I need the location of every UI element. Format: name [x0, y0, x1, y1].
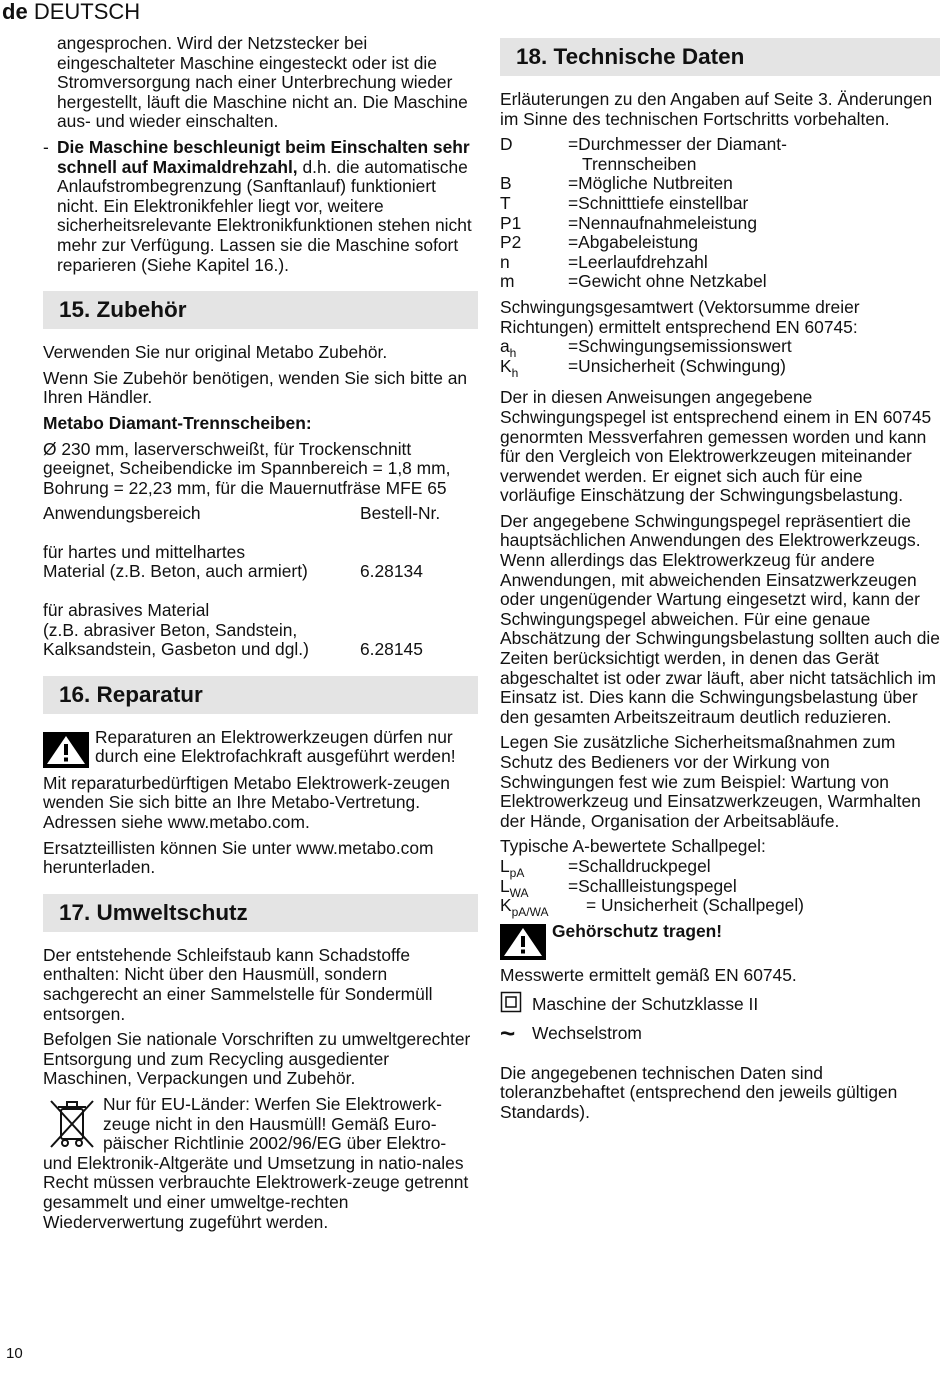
warning-icon: [500, 924, 546, 960]
list-item: [500, 895, 940, 920]
abbr-subscript: pA: [509, 865, 525, 880]
s18-paragraph-6: Typische A-bewertete Schallpegel:: [500, 836, 766, 857]
page-header: [2, 0, 140, 24]
order-number: 6.28134: [360, 561, 423, 582]
abbr-key: n: [500, 251, 510, 272]
table-row: [43, 562, 478, 582]
bullet-text: d.h. die automatische Anlaufstrombegrenzung (Sanftanlauf) funktioniert nicht. Ein Elektronikfehler liegt vor, weitere sicherheitsrelevante Elektronikfunktionen stehen nicht mehr zur Verfügung. Lassen sie die Maschine sofort reparieren (Siehe Kapitel 16.).: [57, 156, 472, 275]
abbr-key: P2: [500, 232, 522, 253]
s15-subheading: Metabo Diamant-Trennscheiben:: [43, 412, 312, 433]
warning-icon: [43, 732, 89, 768]
list-item: [500, 336, 940, 361]
table-row: [43, 640, 478, 660]
list-item: [500, 855, 940, 880]
hearing-warning: [500, 922, 940, 960]
abbr-key: P1: [500, 212, 522, 233]
abbr-value: =Schallleistungspegel: [568, 875, 737, 896]
s17-paragraph-1: Der entstehende Schleifstaub kann Schadstoffe enthalten: Nicht über den Hausmüll, sondern sachgerecht an einer Sammelstelle für Sondermüll entsorgen.: [43, 944, 433, 1024]
protection-class-row: [500, 991, 940, 1018]
table-cell: für abrasives Material: [43, 600, 210, 621]
bullet-dash: -: [43, 136, 49, 157]
list-item: [500, 253, 940, 273]
abbr-key: L: [500, 875, 510, 896]
abbr-subscript: pA/WA: [511, 905, 549, 920]
repair-warning-text: Reparaturen an Elektrowerkzeugen dürfen nur durch eine Elektrofachkraft ausgeführt werden!: [95, 727, 456, 767]
abbr-key: B: [500, 173, 512, 194]
list-item: [500, 214, 940, 234]
abbr-value: =Nennaufnahmeleistung: [568, 212, 758, 233]
s16-paragraph-1: Mit reparaturbedürftigen Metabo Elektrowerk-zeugen wenden Sie sich bitte an Ihre Metabo-Vertretung. Adressen siehe www.metabo.com.: [43, 772, 450, 833]
left-column: [43, 34, 478, 1238]
section-16-heading: 16. Reparatur: [43, 676, 478, 714]
alternating-current-icon: ~: [500, 1017, 516, 1048]
table-header-order: Bestell-Nr.: [360, 503, 441, 524]
language-name: DEUTSCH: [33, 0, 141, 24]
s15-paragraph-3: Ø 230 mm, laserverschweißt, für Trockenschnitt geeignet, Scheibendicke im Spannbereich = 1,8 mm, Bohrung = 22,23 mm, für die Mauernutfräse MFE 65: [43, 438, 451, 498]
s18-paragraph-7: Messwerte ermittelt gemäß EN 60745.: [500, 964, 797, 985]
list-item: [500, 355, 940, 380]
table-cell: Material (z.B. Beton, auch armiert): [43, 561, 308, 582]
bullet-item: [43, 138, 478, 275]
weee-notice: [43, 1095, 478, 1232]
right-column: [500, 38, 940, 1128]
intro-paragraph: angesprochen. Wird der Netzstecker bei eingeschalteter Maschine eingesteckt oder ist die Stromversorgung nach einer Unterbrechung wieder hergestellt, läuft die Maschine nicht an. Die Maschine aus- und wieder einschalten.: [57, 33, 468, 132]
bullet-bold-text: Die Maschine beschleunigt beim Einschalten sehr schnell auf Maximaldrehzahl,: [57, 136, 470, 177]
abbr-value: =Durchmesser der Diamant-: [568, 134, 787, 155]
abbr-subscript: h: [511, 365, 519, 380]
protection-class-text: Maschine der Schutzklasse II: [532, 993, 759, 1014]
ac-row: [500, 1017, 940, 1048]
hearing-warning-text: Gehörschutz tragen!: [552, 921, 723, 941]
weee-notice-text: Nur für EU-Länder: Werfen Sie Elektrowerk-zeuge nicht in den Hausmüll! Gemäß Euro-päischer Richtlinie 2002/96/EG über Elektro- und Elektronik-Altgeräte und Umsetzung in natio-nales Recht müssen verbrauchte Elektrowerk-zeuge getrennt gesammelt und einer umweltge-rechten Wiederverwertung zugeführt werden.: [43, 1094, 469, 1232]
double-insulation-icon: [500, 991, 522, 1013]
section-15-heading: 15. Zubehör: [43, 291, 478, 329]
table-header-row: [43, 504, 478, 524]
s15-paragraph-2: Wenn Sie Zubehör benötigen, wenden Sie sich bitte an Ihren Händler.: [43, 367, 468, 408]
s15-paragraph-1: Verwenden Sie nur original Metabo Zubehör.: [43, 342, 388, 363]
list-item: [500, 272, 940, 292]
table-cell: (z.B. abrasiver Beton, Sandstein,: [43, 619, 298, 640]
list-item: [500, 174, 940, 194]
abbr-value: =Schnitttiefe einstellbar: [568, 192, 749, 213]
abbr-value: =Schwingungsemissionswert: [568, 336, 792, 357]
table-header-area: Anwendungsbereich: [43, 503, 201, 524]
abbr-key: m: [500, 271, 515, 292]
abbreviation-list: [500, 135, 940, 292]
abbr-value: =Abgabeleistung: [568, 232, 699, 253]
section-17-heading: 17. Umweltschutz: [43, 894, 478, 932]
abbr-key: T: [500, 192, 511, 213]
abbr-key: D: [500, 134, 513, 155]
abbr-value: =Mögliche Nutbreiten: [568, 173, 733, 194]
abbr-value-cont: Trennscheiben: [582, 153, 697, 174]
s16-paragraph-2: Ersatzteillisten können Sie unter www.metabo.com herunterladen.: [43, 837, 434, 878]
table-cell: für hartes und mittelhartes: [43, 541, 246, 562]
abbr-value: =Schalldruckpegel: [568, 855, 711, 876]
table-cell: Kalksandstein, Gasbeton und dgl.): [43, 639, 309, 660]
language-code: de: [2, 0, 28, 24]
abbr-value: =Gewicht ohne Netzkabel: [568, 271, 767, 292]
s18-paragraph-1: Erläuterungen zu den Angaben auf Seite 3. Änderungen im Sinne des technischen Fortschritts vorbehalten.: [500, 89, 933, 129]
s18-paragraph-3: Der in diesen Anweisungen angegebene Schwingungspegel ist entsprechend einem in EN 60745 genormten Messverfahren gemessen worden und kann für den Vergleich von Elektrowerkzeugen miteinander verwendet werden. Er eignet sich auch für eine vorläufige Einschätzung der Schwingungsbelastung.: [500, 387, 932, 506]
section-18-heading: 18. Technische Daten: [500, 38, 940, 76]
abbr-value: =Unsicherheit (Schwingung): [568, 355, 786, 376]
abbr-key: K: [500, 895, 512, 916]
ac-text: Wechselstrom: [532, 1022, 642, 1043]
list-item: [500, 194, 940, 214]
table-row: [43, 621, 478, 641]
s18-paragraph-4: Der angegebene Schwingungspegel repräsentiert die hauptsächlichen Anwendungen des Elektrowerkzeugs. Wenn allerdings das Elektrowerkzeug für andere Anwendungen, mit abweichenden Einsatzwerkzeugen oder ungenügender Wartung eingesetzt wird, kann der Schwingungspegel abweichen. Für eine genaue Abschätzung der Schwingungsbelastung sollten auch die Zeiten berücksichtigt werden, in denen das Gerät abgeschaltet ist oder zwar läuft, aber nicht tatsächlich im Einsatz ist. Dies kann die Schwingungsbelastung über den gesamten Arbeitszeitraum deutlich reduzieren.: [500, 510, 940, 727]
page-number: 10: [6, 1345, 23, 1362]
abbr-key: K: [500, 355, 512, 376]
repair-warning: [43, 728, 478, 768]
s17-paragraph-2: Befolgen Sie nationale Vorschriften zu umweltgerechter Entsorgung und zum Recycling ausgedienter Maschinen, Verpackungen und Zubehör.: [43, 1029, 471, 1089]
table-row: [43, 543, 478, 563]
crossed-bin-icon: [47, 1097, 97, 1151]
abbr-subscript: h: [509, 346, 517, 361]
table-row: [43, 601, 478, 621]
s18-paragraph-2: Schwingungsgesamtwert (Vektorsumme dreier Richtungen) ermittelt entsprechend EN 60745:: [500, 296, 860, 337]
list-item: [500, 233, 940, 253]
list-item: [500, 875, 940, 900]
abbr-key: a: [500, 336, 510, 357]
s18-paragraph-5: Legen Sie zusätzliche Sicherheitsmaßnahmen zum Schutz des Bedieners vor der Wirkung von Schwingungen fest wie zum Beispiel: Wartung von Elektrowerkzeug und Einsatzwerkzeugen, Warmhalten der Hände, Organisation der Arbeitsabläufe.: [500, 732, 921, 831]
order-table: [43, 504, 478, 660]
abbr-value: = Unsicherheit (Schallpegel): [586, 895, 804, 916]
order-number: 6.28145: [360, 639, 423, 660]
list-item: [500, 135, 940, 174]
s18-paragraph-8: Die angegebenen technischen Daten sind toleranzbehaftet (entsprechend den jeweils gültigen Standards).: [500, 1062, 898, 1122]
abbr-subscript: WA: [509, 885, 529, 900]
abbr-value: =Leerlaufdrehzahl: [568, 251, 708, 272]
abbr-key: L: [500, 855, 510, 876]
